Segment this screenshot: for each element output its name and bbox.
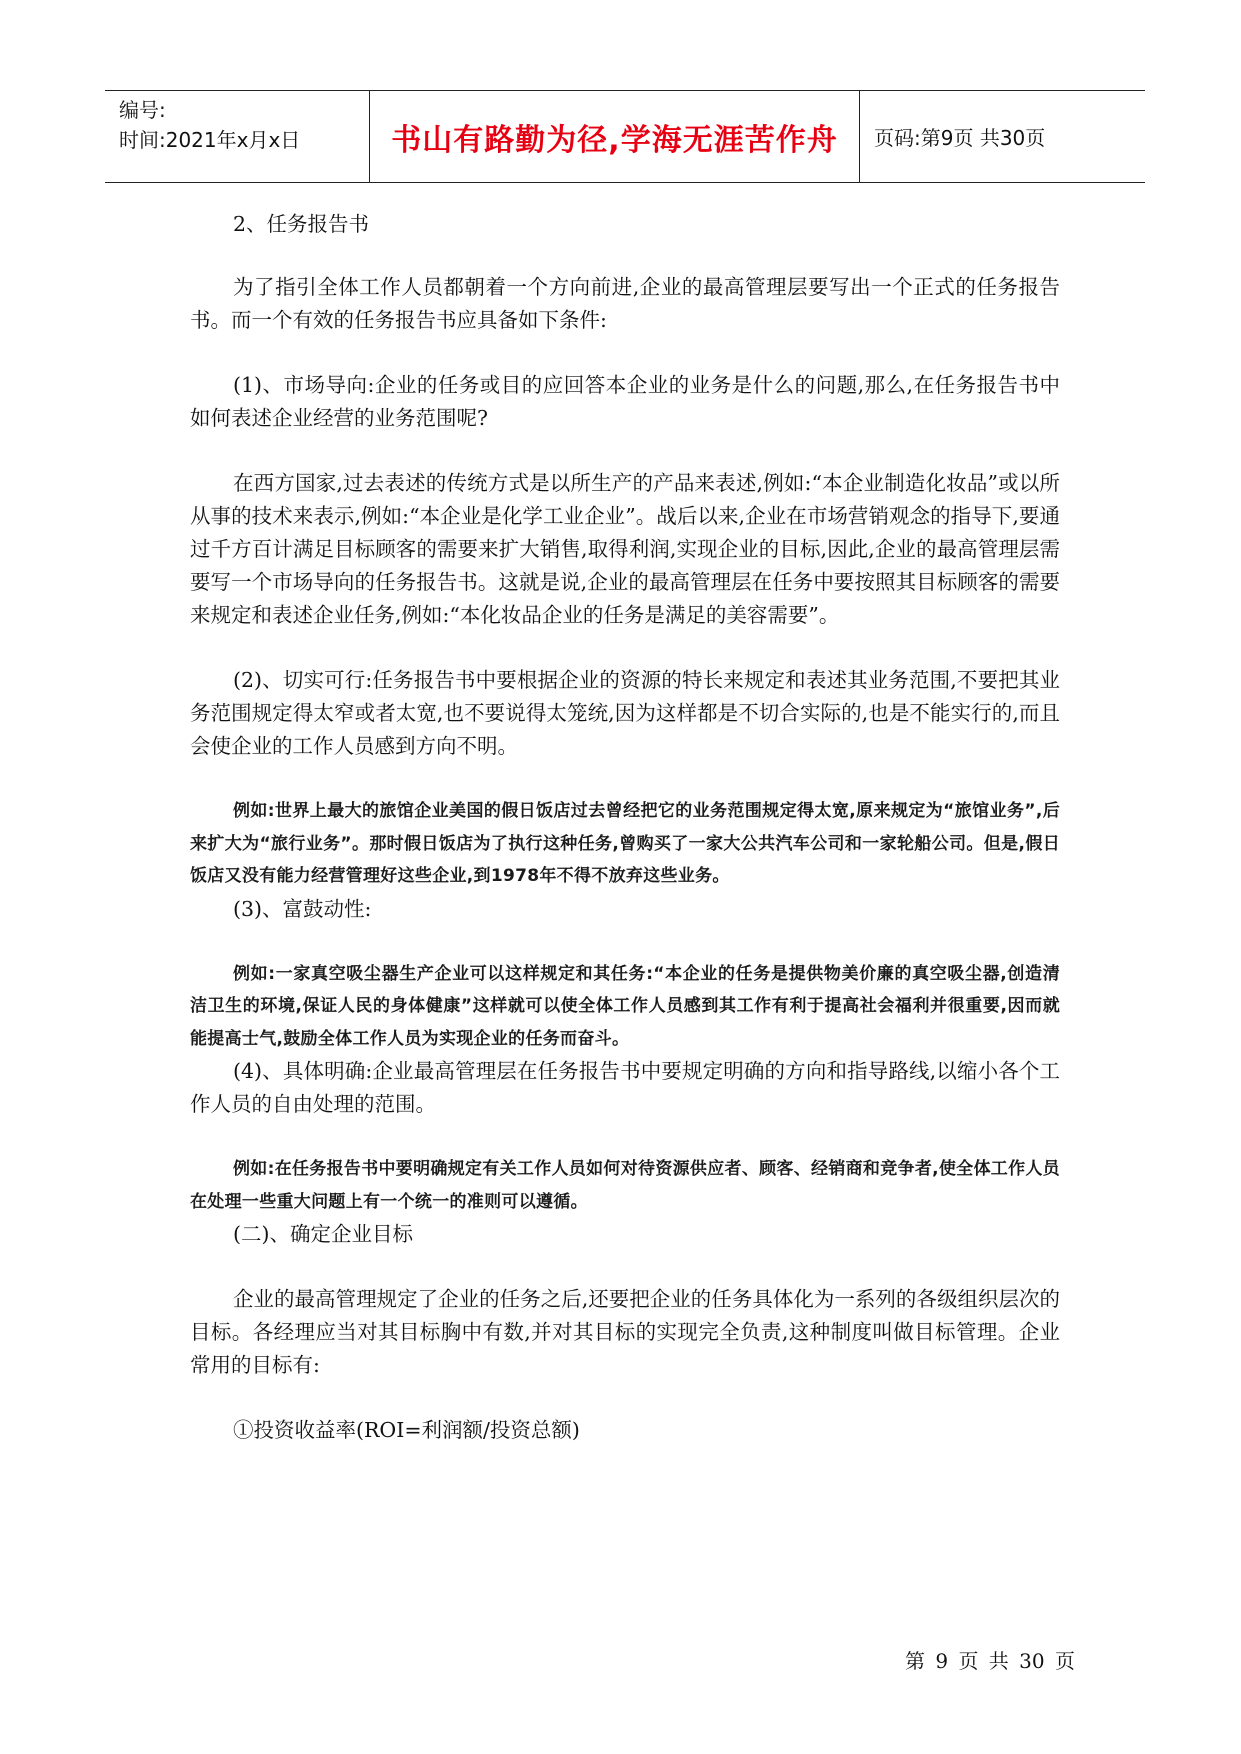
- header-page-cell: [860, 91, 1145, 182]
- section-title: 2、任务报告书: [233, 212, 370, 236]
- example4-paragraph: 例如:在任务报告书中要明确规定有关工作人员如何对待资源供应者、顾客、经销商和竞争者,使全体工作人员在处理一些重大问题上有一个统一的准则可以遵循。: [190, 1159, 1060, 1212]
- page-footer: 第 9 页 共 30 页: [905, 1649, 1075, 1673]
- motto-text: 书山有路勤为径,学海无涯苦作舟: [391, 122, 838, 158]
- goal1-paragraph: ①投资收益率(ROI=利润额/投资总额): [233, 1418, 580, 1442]
- item1-detail-paragraph: 在西方国家,过去表述的传统方式是以所生产的产品来表述,例如:“本企业制造化妆品”或以所从事的技术来表示,例如:“本企业是化学工业企业”。战后以来,企业在市场营销观念的指导下,要通过千方百计满足目标顾客的需要来扩大销售,取得利润,实现企业的目标,因此,企业的最高管理层需要写一个市场导向的任务报告书。这就是说,企业的最高管理层在任务中要按照其目标顾客的需要来规定和表述企业任务,例如:“本化妆品企业的任务是满足的美容需要”。: [190, 471, 1060, 627]
- header-meta-cell: [105, 91, 370, 182]
- example3-paragraph: 例如:一家真空吸尘器生产企业可以这样规定和其任务:“本企业的任务是提供物美价廉的真空吸尘器,创造清洁卫生的环境,保证人民的身体健康”这样就可以使全体工作人员感到其工作有利于提高社会福利并很重要,因而就能提高士气,鼓励全体工作人员为实现企业的任务而奋斗。: [190, 963, 1060, 1049]
- section2-title: (二)、确定企业目标: [233, 1222, 413, 1246]
- time-label: 时间:2021年x月x日: [119, 128, 301, 152]
- header-table: [105, 90, 1145, 183]
- number-label: 编号:: [119, 98, 166, 122]
- item4-paragraph: (4)、具体明确:企业最高管理层在任务报告书中要规定明确的方向和指导路线,以缩小各个工作人员的自由处理的范围。: [190, 1059, 1060, 1116]
- intro-paragraph: 为了指引全体工作人员都朝着一个方向前进,企业的最高管理层要写出一个正式的任务报告书。而一个有效的任务报告书应具备如下条件:: [190, 275, 1060, 332]
- header-motto-cell: [370, 91, 860, 182]
- item2-paragraph: (2)、切实可行:任务报告书中要根据企业的资源的特长来规定和表述其业务范围,不要把其业务范围规定得太窄或者太宽,也不要说得太笼统,因为这样都是不切合实际的,也是不能实行的,而且会使企业的工作人员感到方向不明。: [190, 668, 1060, 758]
- example2-paragraph: 例如:世界上最大的旅馆企业美国的假日饭店过去曾经把它的业务范围规定得太宽,原来规定为“旅馆业务”,后来扩大为“旅行业务”。那时假日饭店为了执行这种任务,曾购买了一家大公共汽车公司和一家轮船公司。但是,假日饭店又没有能力经营管理好这些企业,到1978年不得不放弃这些业务。: [190, 801, 1060, 886]
- section2-intro-paragraph: 企业的最高管理规定了企业的任务之后,还要把企业的任务具体化为一系列的各级组织层次的目标。各经理应当对其目标胸中有数,并对其目标的实现完全负责,这种制度叫做目标管理。企业常用的目标有:: [190, 1287, 1060, 1377]
- document-body: [190, 208, 1060, 1447]
- page-label: 页码:第9页 共30页: [874, 126, 1046, 150]
- item1-paragraph: (1)、市场导向:企业的任务或目的应回答本企业的业务是什么的问题,那么,在任务报告书中如何表述企业经营的业务范围呢?: [190, 373, 1060, 430]
- item3-paragraph: (3)、富鼓动性:: [233, 896, 372, 921]
